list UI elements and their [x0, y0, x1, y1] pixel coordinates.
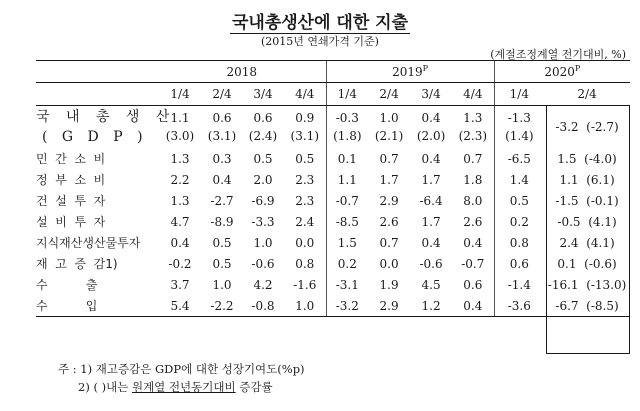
value-cell: 0.4	[421, 151, 441, 166]
value-cell: 2.3	[295, 193, 315, 208]
value-cell: 2.9	[379, 193, 399, 208]
value-cell: 0.4	[421, 235, 441, 250]
page-title	[0, 8, 640, 33]
value-cell: 0.0	[295, 235, 315, 250]
value-cell: -6.9	[251, 193, 275, 208]
value-cell: 1.7	[421, 172, 441, 187]
table-row	[36, 295, 630, 317]
value-cell: -3.3	[251, 214, 275, 229]
value-cell: 1.7	[379, 172, 399, 187]
value-cell: -6.7 (-8.5)	[544, 295, 630, 317]
value-cell: -1.6	[293, 277, 317, 292]
value-cell: 1.5	[326, 232, 368, 253]
value-cell: -2.7	[210, 193, 234, 208]
value-cell: 0.2	[326, 253, 368, 274]
value-cell: 2.3	[295, 172, 315, 187]
value-cell: -3.2	[326, 295, 368, 317]
quarter-header: 1/4	[326, 83, 368, 106]
value-cell: 0.5	[494, 190, 544, 211]
gdp-cell: -1.3 (1.4)	[494, 106, 544, 149]
gdp-cell: 0.9 (3.1)	[290, 111, 319, 143]
value-cell: 1.7	[421, 214, 441, 229]
quarter-header: 4/4	[452, 83, 494, 106]
table-row-gdp	[36, 106, 630, 149]
gdp-label-line2: ( G D P )	[42, 129, 148, 145]
value-cell: 0.4	[170, 235, 190, 250]
value-cell: -0.7	[461, 256, 485, 271]
quarter-header: 1/4	[494, 83, 544, 106]
year-2018: 2018	[158, 61, 326, 83]
subtitle: (2015년 연쇄가격 기준)	[261, 35, 379, 48]
value-cell: 0.5	[212, 235, 232, 250]
value-cell: 3.7	[170, 277, 190, 292]
value-cell: 0.5	[295, 151, 315, 166]
value-cell: -16.1 (-13.0)	[547, 277, 627, 292]
value-cell: 2.9	[368, 295, 410, 317]
row-label: 수 입	[36, 295, 158, 317]
gdp-label-line1: 국 내 총 생 산	[36, 109, 176, 125]
value-cell: 2.2	[170, 172, 190, 187]
value-cell: 0.7	[379, 151, 399, 166]
gdp-cell: -0.3 (1.8)	[326, 106, 368, 149]
value-cell: 1.3	[170, 193, 190, 208]
gdp-cell: 1.1 (3.0)	[165, 111, 195, 143]
value-cell: 0.2	[494, 211, 544, 232]
value-cell: 0.6	[494, 253, 544, 274]
table-row	[36, 274, 630, 295]
value-cell: 4.7	[170, 214, 190, 229]
row-label: 설 비 투 자	[36, 215, 106, 229]
component-rows	[36, 148, 630, 317]
value-cell: -8.5	[326, 211, 368, 232]
value-cell: 2.4 (4.1)	[559, 235, 615, 250]
quarter-header: 4/4	[284, 83, 326, 106]
value-cell: 0.6	[463, 277, 483, 292]
value-cell: 0.4	[452, 295, 494, 317]
gdp-cell: 0.6 (3.1)	[207, 111, 237, 143]
value-cell: -0.5 (4.1)	[557, 214, 617, 229]
table-row	[36, 148, 630, 169]
quarter-header: 3/4	[410, 83, 452, 106]
quarter-header: 2/4	[368, 83, 410, 106]
row-label: 건 설 투 자	[36, 194, 106, 208]
value-cell: -0.7	[326, 190, 368, 211]
value-cell: 0.1 (-0.6)	[557, 256, 617, 271]
value-cell: 1.1	[326, 169, 368, 190]
value-cell: 0.3	[212, 151, 232, 166]
value-cell: 0.4	[212, 172, 232, 187]
gdp-cell-2020q2: -3.2 (-2.7)	[555, 120, 619, 134]
gdp-cell: 0.4 (2.0)	[416, 111, 446, 143]
value-cell: 4.2	[253, 277, 273, 292]
corner-cell-2	[36, 83, 158, 106]
value-cell: -6.4	[419, 193, 443, 208]
value-cell: 0.0	[379, 256, 399, 271]
value-cell: 0.1	[326, 148, 368, 169]
value-cell: -0.6	[251, 256, 275, 271]
value-cell: 0.5	[212, 256, 232, 271]
value-cell: 2.0	[253, 172, 273, 187]
value-cell: -3.1	[326, 274, 368, 295]
value-cell: -1.5 (-0.1)	[555, 193, 619, 208]
value-cell: 4.5	[421, 277, 441, 292]
gdp-cell: 0.6 (2.4)	[248, 111, 278, 143]
table-row	[36, 169, 630, 190]
quarter-header: 1/4	[158, 83, 202, 106]
row-label: 재 고 증 감1)	[36, 257, 118, 271]
row-label: 지식재산생산물투자	[36, 236, 141, 250]
gdp-cell: 1.0 (2.1)	[374, 111, 404, 143]
value-cell: 8.0	[463, 193, 483, 208]
corner-cell	[36, 61, 158, 83]
gdp-table	[36, 60, 630, 317]
value-cell: -3.6	[494, 295, 544, 317]
value-cell: 0.5	[253, 151, 273, 166]
value-cell: 1.0	[212, 277, 232, 292]
year-2020: $2020^P$	[494, 61, 630, 83]
value-cell: 1.0	[284, 295, 326, 317]
year-2019: $2019^P$	[326, 61, 494, 83]
table-row	[36, 232, 630, 253]
title-text: 국내총생산에 대한 지출	[231, 13, 409, 33]
value-cell: -1.4	[494, 274, 544, 295]
value-cell: 1.9	[379, 277, 399, 292]
row-label: 정 부 소 비	[36, 173, 106, 187]
gdp-cell: 1.3 (2.3)	[458, 111, 488, 143]
row-label: 민 간 소 비	[36, 152, 106, 166]
value-cell: 2.6	[379, 214, 399, 229]
value-cell: 2.4	[295, 214, 315, 229]
value-cell: 1.4	[494, 169, 544, 190]
quarter-header: 2/4	[202, 83, 242, 106]
quarter-header: 2/4	[544, 83, 630, 106]
value-cell: 1.8	[463, 172, 483, 187]
value-cell: -0.8	[242, 295, 284, 317]
value-cell: 0.7	[379, 235, 399, 250]
footnotes	[58, 360, 305, 396]
value-cell: 1.5 (-4.0)	[557, 151, 617, 166]
value-cell: 1.3	[170, 151, 190, 166]
value-cell: -0.6	[419, 256, 443, 271]
value-cell: 0.8	[494, 232, 544, 253]
value-cell: 0.4	[463, 235, 483, 250]
value-cell: -8.9	[210, 214, 234, 229]
row-label-gdp	[36, 106, 176, 149]
table-row	[36, 190, 630, 211]
value-cell: 5.4	[158, 295, 202, 317]
unit-label: (계절조정계열 전기대비, %)	[490, 48, 626, 61]
footnote-1: 주 : 1) 재고증감은 GDP에 대한 성장기여도(%p)	[58, 362, 305, 376]
value-cell: 2.6	[463, 214, 483, 229]
footnote-2: 2) ( )내는 원계열 전년동기대비 증감률	[78, 380, 273, 394]
quarter-header: 3/4	[242, 83, 284, 106]
quarter-header-row	[36, 83, 630, 106]
table-row	[36, 253, 630, 274]
value-cell: -2.2	[202, 295, 242, 317]
year-header-row	[36, 61, 630, 83]
value-cell: 1.1 (6.1)	[559, 172, 615, 187]
value-cell: 1.0	[253, 235, 273, 250]
row-label: 수 출	[36, 278, 98, 292]
value-cell: 0.7	[463, 151, 483, 166]
value-cell: 1.2	[410, 295, 452, 317]
value-cell: -0.2	[168, 256, 192, 271]
value-cell: 0.8	[295, 256, 315, 271]
value-cell: -6.5	[494, 148, 544, 169]
table-row	[36, 211, 630, 232]
